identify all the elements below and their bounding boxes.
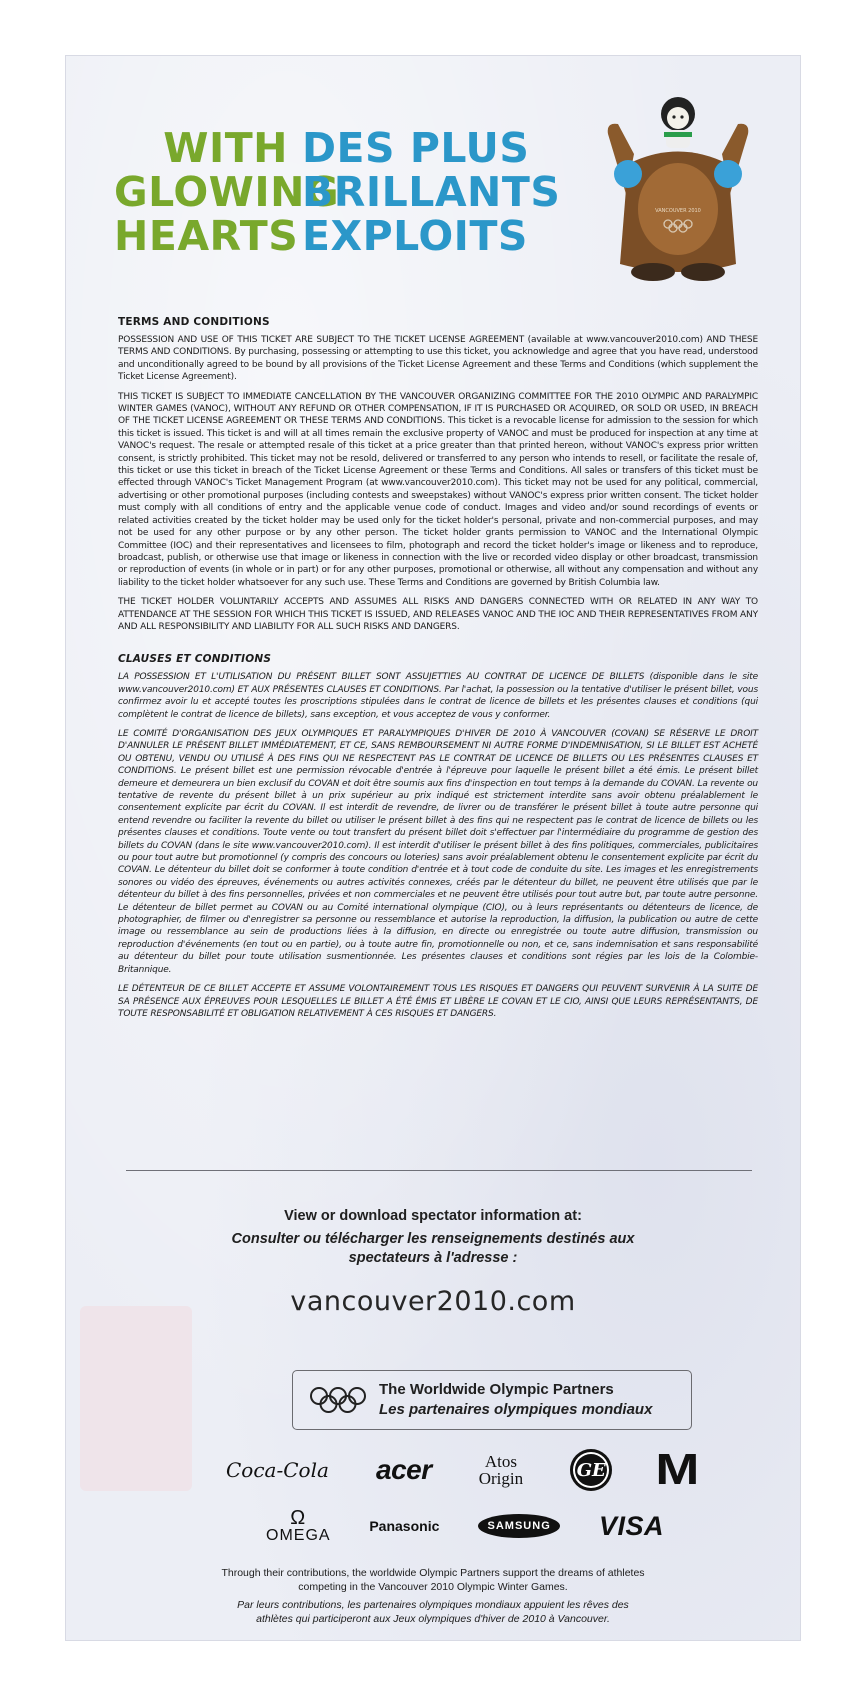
terms-en-p1: POSSESSION AND USE OF THIS TICKET ARE SUBJECT TO THE TICKET LICENSE AGREEMENT (available at www.vancouver2010.com) AND THESE TERMS AND CONDITIONS. By purchasing, possessing or attempting to use this ticket, you acknowledge and agree that you have read, understood and unconditionally agreed to be bound by all provisions of the Ticket License Agreement and these Terms and Conditions (which supplement the Ticket License Agreement). xyxy=(118,335,758,383)
partners-title-fr: Les partenaires olympiques mondiaux xyxy=(379,1401,653,1418)
terms-en-p2: THIS TICKET IS SUBJECT TO IMMEDIATE CANCELLATION BY THE VANCOUVER ORGANIZING COMMITTEE FOR THE 2010 OLYMPIC AND PARALYMPIC WINTER GAMES (VANOC), WITHOUT ANY REFUND OR OTHER COMPENSATION, IF IT IS PURCHASED OR ACQUIRED, OR SOLD OR USED, IN BREACH OF THE TICKET LICENSE AGREEMENT OR THESE TERMS AND CONDITIONS. This ticket is a revocable license for admission to the session for which this ticket is issued. This ticket is and will at all times remain the exclusive property of VANOC and must be produced for inspection at any time at VANOC's request. The resale or attempted resale of this ticket at a price greater than that printed hereon, without VANOC's express prior written consent, is strictly prohibited. This ticket may not be resold, delivered or transferred to any person who intends to resell, or facilitate the resale of, this ticket or use this ticket in breach of the Ticket License Agreement or these Terms and Conditions. All sales or transfers of this ticket must be effected through VANOC's Ticket Management Program (at www.vancouver2010.com). This ticket may not be used for any political, commercial, advertising or other promotional purposes (including contests and sweepstakes) without VANOC's express prior written consent. The ticket holder must comply with all conditions of entry and the applicable venue code of conduct. Images and video and/or sound recordings of events or related activities created by the ticket holder may be used only for the ticket holder's personal, private and non-commercial purposes, and may not be used for any other purpose or by any other person. The ticket holder grants permission to VANOC and the International Olympic Committee (IOC) and their representatives and licensees to film, photograph and record the ticket holder's image or likeness and to reproduce, broadcast, publish, or otherwise use that image or likeness in connection with the live or recorded video display or other broadcast, transmission or reproduction of events (in whole or in part) or for any other purposes, promotional or otherwise, all without any compensation and without any liability to the ticket holder whatsoever for any such use. These Terms and Conditions are governed by British Columbia law. xyxy=(118,391,758,588)
olympic-rings-icon xyxy=(309,1385,367,1415)
slogan-en-1: WITH xyxy=(163,124,288,172)
coca-cola-logo: Coca-Cola xyxy=(226,1458,329,1482)
slogan-row-1 xyxy=(114,126,554,170)
section-divider xyxy=(126,1170,752,1171)
spectator-info-en: View or download spectator information at: xyxy=(284,1208,582,1224)
omega-logo xyxy=(266,1508,331,1544)
terms-fr-p2: LE COMITÉ D'ORGANISATION DES JEUX OLYMPIQUES ET PARALYMPIQUES D'HIVER DE 2010 À VANCOUVER (COVAN) SE RÉSERVE LE DROIT D'ANNULER LE PRÉSENT BILLET IMMÉDIATEMENT, ET CE, SANS REMBOURSEMENT NI AUTRE FORME D'INDEMNISATION, SI LE BILLET EST ACHETÉ OU OBTENU, VENDU OU UTILISÉ À DES FINS QUI NE RESPECTENT PAS LE CONTRAT DE LICENCE DE BILLETS OU LES PRÉSENTES CLAUSES ET CONDITIONS. Le présent billet est une permission révocable d'entrée à l'épreuve pour laquelle le présent billet a été émis. Le présent billet demeure et demeurera un bien exclusif du COVAN et doit être soumis aux fins d'inspection en tout temps à la demande du COVAN. La revente ou tentative de revente du présent billet à un prix supérieur au prix indiqué est strictement interdite sans avoir obtenu préalablement le consentement explicite par écrit du COVAN. Il est interdit de revendre, de livrer ou de transférer le présent billet à toute autre personne qui entend revendre ou faciliter la revente du billet ou utiliser le présent billet à des fins qui ne respectent pas le contrat de licence de billets ou les présentes clauses et conditions. Toute vente ou tout transfert du présent billet doit s'effectuer par l'intermédiaire du programme de gestion des billets du COVAN (dans le site www.vancouver2010.com). Il est interdit d'utiliser le présent billet à des fins politiques, commerciales, publicitaires ou pour tout autre but promotionnel (y compris des concours ou loteries) sans avoir préalablement obtenu le consentement explicite par écrit du COVAN. Le détenteur du billet doit se conformer à toute condition d'entrée et à tout code de conduite du site. Les images et les enregistrements sonores ou vidéo des épreuves, événements ou autres activités connexes, créés par le détenteur du billet, ne peuvent être utilisés que par le détenteur du billet à des fins personnelles, privées et non commerciales et ne peuvent être utilisés pour tout autre but, par toute autre personne. Le détenteur de billet permet au COVAN ou au Comité international olympique (CIO), ou à leurs représentants ou détenteurs de licence, de photographier, de filmer ou d'enregistrer sa personne ou ressemblance et autorise la reproduction, la diffusion, la publication ou autre de cette image ou ressemblance au sein de productions liées à la diffusion, en directe ou enregistrée ou toute autre diffusion, transmission ou reproduction d'événements (en tout ou en partie), ou à toute autre fin, promotionnelle ou non, et ce, sans indemnisation et sans responsabilité au détenteur du billet pour toute utilisation susmentionnée. Les présentes clauses et conditions sont régies par les lois de la Colombie-Britannique. xyxy=(118,728,758,975)
spectator-info-fr: Consulter ou télécharger les renseignements destinés aux spectateurs à l'adresse : xyxy=(231,1231,635,1266)
panasonic-logo: Panasonic xyxy=(369,1518,440,1534)
partners-title-en: The Worldwide Olympic Partners xyxy=(379,1381,614,1398)
contribution-fr: Par leurs contributions, les partenaires olympiques mondiaux appuient les rêves des athlètes qui participeront aux Jeux olympiques d'hiver de 2010 à Vancouver. xyxy=(237,1599,629,1625)
slogan xyxy=(114,124,561,260)
omega-word: OMEGA xyxy=(266,1527,331,1544)
terms-en-title: TERMS AND CONDITIONS xyxy=(118,316,270,328)
slogan-en-3: HEARTS xyxy=(114,212,299,260)
atos-origin-logo xyxy=(479,1453,523,1487)
terms-fr-p1: LA POSSESSION ET L'UTILISATION DU PRÉSENT BILLET SONT ASSUJETTIES AU CONTRAT DE LICENCE DE BILLETS (disponible dans le site www.vancouver2010.com) ET AUX PRÉSENTES CLAUSES ET CONDITIONS. Par l'achat, la possession ou la tentative d'utiliser le présent billet, vous confirmez avoir lu et accepté toutes les proscriptions stipulées dans le contrat de licence de billets et les présentes clauses et conditions (qui complètent le contrat de licence de billets), sans exception, et vous acceptez de vous y conformer. xyxy=(118,672,758,720)
mascot-badge-text: VANCOUVER 2010 xyxy=(655,208,701,214)
spectator-info xyxy=(66,1208,800,1268)
acer-logo: acer xyxy=(376,1454,432,1485)
slogan-row-2 xyxy=(114,168,561,216)
contribution-en: Through their contributions, the worldwide Olympic Partners support the dreams of athletes competing in the Vancouver 2010 Olympic Winter Games. xyxy=(221,1567,645,1593)
partner-logos-row-1 xyxy=(226,1445,700,1494)
partner-logos-row-2 xyxy=(266,1504,664,1548)
omega-symbol-icon: Ω xyxy=(290,1507,307,1529)
ge-logo: GE xyxy=(570,1449,612,1491)
terms-fr-block xyxy=(118,653,758,1020)
slogan-fr-1: DES PLUS xyxy=(302,124,530,172)
mcdonalds-logo: M xyxy=(655,1445,700,1494)
samsung-logo: SAMSUNG xyxy=(478,1514,560,1538)
visa-logo: VISA xyxy=(598,1510,664,1541)
ticket-back xyxy=(66,56,800,1640)
slogan-en-2: GLOWING xyxy=(114,168,340,216)
slogan-fr-3: EXPLOITS xyxy=(302,212,528,260)
sticker-residue xyxy=(80,1306,192,1491)
terms-en-p3: THE TICKET HOLDER VOLUNTARILY ACCEPTS AND ASSUMES ALL RISKS AND DANGERS CONNECTED WITH OR RELATED IN ANY WAY TO ATTENDANCE AT THE SESSION FOR WHICH THIS TICKET IS ISSUED, AND RELEASES VANOC AND THE IOC AND THEIR REPRESENTATIVES FROM ANY AND ALL RESPONSIBILITY AND LIABILITY FOR ALL SUCH RISKS AND DANGERS. xyxy=(118,597,758,632)
terms-fr-title: CLAUSES ET CONDITIONS xyxy=(118,653,272,666)
origin-word: Origin xyxy=(478,1469,524,1488)
partners-contribution-note xyxy=(66,1566,800,1626)
partners-banner xyxy=(292,1370,692,1430)
atos-word: Atos xyxy=(484,1452,517,1471)
mascot-illustration xyxy=(598,84,758,284)
terms-fr-p3: LE DÉTENTEUR DE CE BILLET ACCEPTE ET ASSUME VOLONTAIREMENT TOUS LES RISQUES ET DANGERS QUI PEUVENT SURVENIR À LA SUITE DE SA PRÉSENCE AUX ÉPREUVES POUR LESQUELLES LE BILLET A ÉTÉ ÉMIS ET LIBÈRE LE COVAN ET LE CIO, AINSI QUE LEURS REPRÉSENTANTS, DE TOUTE RESPONSABILITÉ ET OBLIGATION RELATIVEMENT À CES RISQUES ET DANGERS. xyxy=(118,984,758,1019)
slogan-fr-2: BRILLANTS xyxy=(302,168,561,216)
website-link[interactable]: vancouver2010.com xyxy=(290,1286,576,1317)
terms-and-conditions xyxy=(118,316,758,1027)
slogan-row-3 xyxy=(114,214,554,258)
